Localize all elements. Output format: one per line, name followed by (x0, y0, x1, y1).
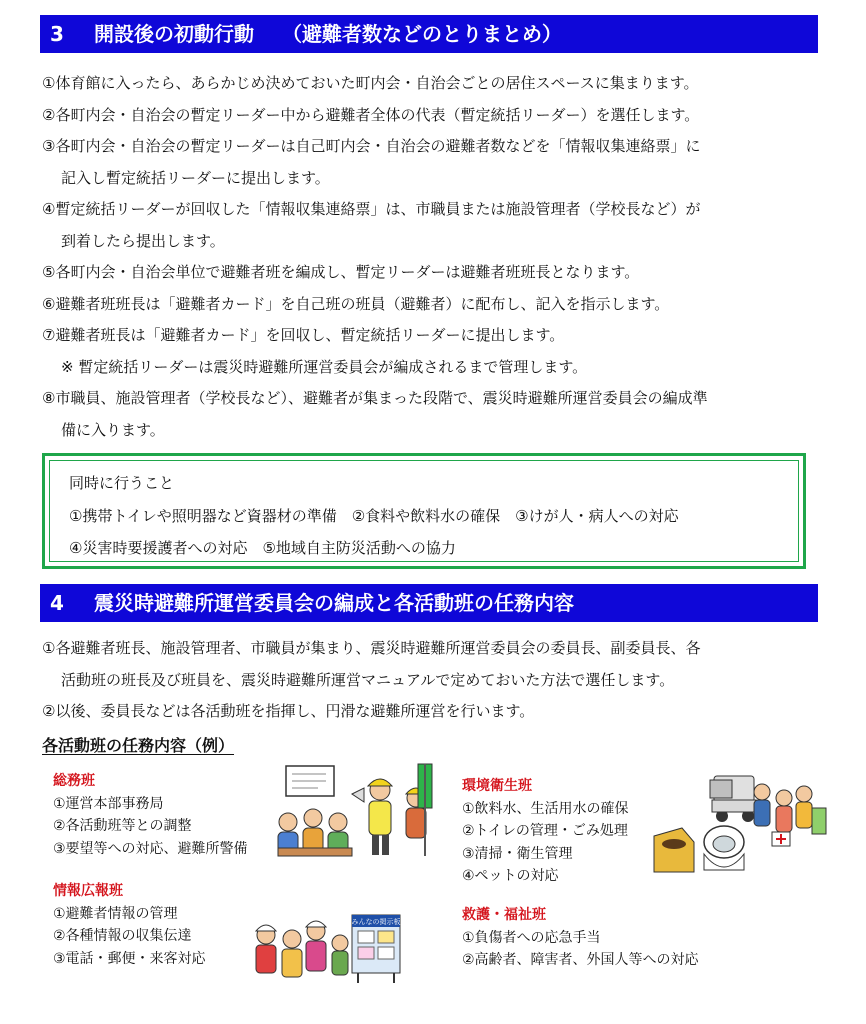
team-task: ②各種情報の収集伝達 (53, 928, 192, 944)
list-item: ⑧市職員、施設管理者（学校長など）、避難者が集まった段階で、震災時避難所運営委員会の編成準 備に入ります。 (42, 389, 708, 439)
section-4-number: 4 (50, 591, 64, 615)
list-item: ⑥避難者班班長は「避難者カード」を自己班の班員（避難者）に配布し、記入を指示します。 (42, 294, 670, 313)
board-label: みんなの掲示板 (351, 918, 401, 926)
team-name: 情報広報班 (53, 883, 123, 899)
environmental-hygiene-illustration (652, 768, 832, 888)
list-item: ⑦避難者班長は「避難者カード」を回収し、暫定統括リーダーに提出します。 (42, 326, 565, 344)
team-task: ③電話・郵便・来客対応 (53, 950, 206, 967)
team-name: 総務班 (53, 773, 95, 789)
team-duties-heading: 各活動班の任務内容（例） (42, 736, 235, 755)
team-environmental-hygiene (462, 775, 629, 888)
team-task: ②各活動班等との調整 (53, 818, 192, 834)
information-pr-illustration (252, 913, 402, 985)
team-name: 救護・福祉班 (462, 907, 546, 923)
box-heading: 同時に行うこと (69, 474, 175, 492)
team-task: ②トイレの管理・ごみ処理 (462, 823, 628, 839)
list-item: ②以後、委員長などは各活動班を指揮し、円滑な避難所運営を行います。 (42, 702, 535, 720)
team-relief-welfare (462, 904, 699, 972)
list-item: ①各避難者班長、施設管理者、市職員が集まり、震災時避難所運営委員会の委員長、副委員長、各 活動班の班長及び班員を、震災時避難所運営マニュアルで定めておいた方法で選任します。 (42, 639, 701, 689)
general-affairs-illustration (268, 760, 438, 860)
section-4-title: 震災時避難所運営委員会の編成と各活動班の任務内容 (94, 591, 574, 615)
team-task: ①運営本部事務局 (53, 795, 164, 812)
list-item: ⑤各町内会・自治会単位で避難者班を編成し、暫定リーダーは避難者班班長となります。 (42, 263, 640, 281)
section-4-list (42, 633, 822, 728)
team-task: ③清掃・衛生管理 (462, 845, 573, 862)
list-item: ③各町内会・自治会の暫定リーダーは自己町内会・自治会の避難者数などを「情報収集連絡票」に 記入し暫定統括リーダーに提出します。 (42, 137, 701, 187)
section-4-header (40, 584, 818, 622)
team-task: ④ペットの対応 (462, 868, 559, 884)
list-item: ①体育館に入ったら、あらかじめ決めておいた町内会・自治会ごとの居住スペースに集まります。 (42, 74, 699, 92)
team-task: ①避難者情報の管理 (53, 905, 178, 922)
team-task: ②高齢者、障害者、外国人等への対応 (462, 952, 699, 968)
list-item: ②各町内会・自治会の暫定リーダー中から避難者全体の代表（暫定統括リーダー）を選任します。 (42, 105, 700, 124)
section-3-header (40, 15, 818, 53)
concurrent-tasks-box (42, 453, 806, 569)
team-task: ③要望等への対応、避難所警備 (53, 840, 248, 857)
section-3-list (42, 68, 822, 446)
section-3-title: 開設後の初動行動 (94, 22, 254, 46)
team-name: 環境衛生班 (462, 778, 532, 794)
team-general-affairs (53, 770, 248, 860)
team-task: ①飲料水、生活用水の確保 (462, 800, 629, 817)
box-line-1: ①携帯トイレや照明器など資器材の準備 ②食料や飲料水の確保 ③けが人・病人への対応 (69, 507, 679, 525)
box-line-2: ④災害時要援護者への対応 ⑤地域自主防災活動への協力 (69, 539, 456, 557)
team-information-pr (53, 880, 206, 970)
team-task: ①負傷者への応急手当 (462, 929, 601, 946)
note-item: ※ 暫定統括リーダーは震災時避難所運営委員会が編成されるまで管理します。 (61, 357, 588, 376)
section-3-number: 3 (50, 22, 64, 46)
section-3-subtitle: （避難者数などのとりまとめ） (282, 22, 562, 46)
list-item: ④暫定統括リーダーが回収した「情報収集連絡票」は、市職員または施設管理者（学校長など）が 到着したら提出します。 (42, 200, 701, 250)
